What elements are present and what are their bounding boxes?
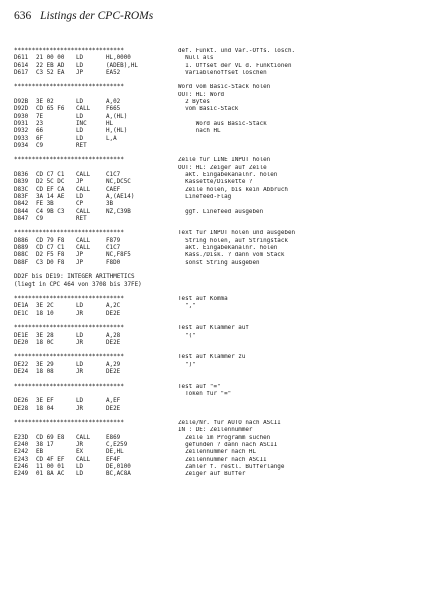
section-heading: Zeile für LINE INPUT holen (178, 157, 271, 164)
text-line: (liegt in CPC 464 von 3708 bis 37FE) (14, 281, 142, 288)
operand: A,(HL) (106, 113, 128, 120)
section-heading-line (14, 165, 417, 172)
code-line (14, 209, 417, 216)
mnemonic: INC (76, 120, 87, 127)
comment (178, 136, 417, 143)
operand: F665 (106, 106, 121, 113)
hex-bytes: 18 08 (36, 369, 54, 376)
address: DE28 (14, 405, 29, 412)
separator-spacer (14, 165, 178, 172)
hex-bytes: 3E 02 (36, 99, 54, 106)
separator-stars: ******************************* (14, 157, 124, 164)
comment: nach HL (178, 128, 221, 135)
listing-block (14, 296, 417, 318)
address: E23D (14, 434, 29, 441)
code-line (14, 303, 417, 310)
listing-block (14, 354, 417, 376)
mnemonic: RET (76, 142, 87, 149)
operand: 3B (106, 201, 114, 208)
hex-bytes: 18 0C (36, 339, 54, 346)
comment: gefunden ? dann nach ASCII (178, 442, 278, 449)
address: E246 (14, 463, 29, 470)
comment: sonst String ausgeben (178, 259, 260, 266)
operand: L,A (106, 135, 117, 142)
code-line (14, 63, 417, 70)
comment: Zähler f. restl. Bufferlänge (178, 463, 285, 470)
hex-bytes: 22 EB AD (36, 62, 65, 69)
separator-stars: ******************************* (14, 84, 124, 91)
separator-spacer (14, 92, 178, 99)
address: D83C (14, 186, 29, 193)
comment: Kass./Disk. ? dann vom Stack (178, 252, 285, 259)
section-heading: Token für "=" (178, 390, 232, 397)
operand: E869 (106, 434, 121, 441)
section-heading-line (14, 427, 417, 434)
section-heading: Text für INPUT holen und ausgeben (178, 230, 296, 237)
text-line: DD2F bis DE19: INTEGER ARITHMETICS (14, 274, 135, 281)
section-heading-line (14, 48, 417, 55)
mnemonic: CP (76, 201, 84, 208)
code-line (14, 245, 417, 252)
address: DE26 (14, 398, 29, 405)
mnemonic: LD (76, 135, 84, 142)
mnemonic: CALL (76, 172, 91, 179)
operand: NZ,C39B (106, 208, 131, 215)
code-line (14, 55, 417, 62)
code-line (14, 435, 417, 442)
comment (178, 114, 417, 121)
operand: F8D0 (106, 259, 121, 266)
mnemonic: LD (76, 99, 84, 106)
address: DE1C (14, 310, 29, 317)
section-heading: IN : DE: Zeilennummer (178, 427, 253, 434)
address: D930 (14, 113, 29, 120)
separator-stars: ******************************* (14, 48, 124, 54)
mnemonic: JP (76, 69, 84, 76)
operand: DE2E (106, 369, 121, 376)
listing-block (14, 420, 417, 478)
comment: Zeile holen, bis kein Abbruch (178, 186, 288, 193)
hex-bytes: C9 (36, 215, 44, 222)
address: D839 (14, 179, 29, 186)
listing-block (14, 384, 417, 413)
page-number: 636 (14, 10, 32, 22)
operand: DE2E (106, 310, 121, 317)
hex-bytes: 3A 14 AE (36, 193, 65, 200)
hex-bytes: 3E EF (36, 398, 54, 405)
comment: Zeile im Programm suchen (178, 434, 271, 441)
hex-bytes: CD 79 F8 (36, 237, 65, 244)
code-line (14, 464, 417, 471)
mnemonic: JR (76, 442, 84, 449)
address: D88F (14, 259, 29, 266)
comment (178, 369, 417, 376)
listing-block (14, 325, 417, 347)
hex-bytes: 21 00 00 (36, 55, 65, 62)
code-line (14, 311, 417, 318)
section-heading-line (14, 230, 417, 237)
comment: akt. Eingabekanalnr. holen (178, 172, 278, 179)
mnemonic: LD (76, 471, 84, 478)
hex-bytes: CD 65 F6 (36, 106, 65, 113)
section-heading: Test auf "=" (178, 383, 221, 390)
comment: "(" (178, 332, 196, 339)
comment (178, 340, 417, 347)
section-heading-line (14, 325, 417, 332)
mnemonic: JP (76, 252, 84, 259)
address: D92D (14, 106, 29, 113)
operand: A,EF (106, 398, 121, 405)
address: D614 (14, 62, 29, 69)
address: D933 (14, 135, 29, 142)
code-line (14, 187, 417, 194)
separator-stars: ******************************* (14, 354, 124, 361)
page-title: Listings der CPC-ROMs (40, 10, 154, 22)
address: D844 (14, 208, 29, 215)
code-line (14, 143, 417, 150)
comment: "," (178, 303, 196, 310)
separator-spacer (14, 427, 178, 434)
hex-bytes: 18 10 (36, 310, 54, 317)
operand: A,2C (106, 303, 121, 310)
section-heading: Test auf Komma (178, 296, 228, 303)
code-line (14, 398, 417, 405)
code-line (14, 216, 417, 223)
mnemonic: CALL (76, 186, 91, 193)
section-heading: Word vom Basic-Stack holen (178, 84, 271, 91)
operand: DE2E (106, 339, 121, 346)
mnemonic: JR (76, 310, 84, 317)
hex-bytes: 38 17 (36, 442, 54, 449)
operand: A,02 (106, 99, 121, 106)
code-line (14, 99, 417, 106)
address: E240 (14, 442, 29, 449)
mnemonic: LD (76, 303, 84, 310)
code-line (14, 369, 417, 376)
hex-bytes: 18 04 (36, 405, 54, 412)
code-line (14, 442, 417, 449)
comment: akt. Eingabekanalnr. holen (178, 245, 278, 252)
hex-bytes: D2 5C DC (36, 179, 65, 186)
comment: Variablenoffset löschen (178, 69, 267, 76)
mnemonic: EX (76, 449, 84, 456)
comment: ")" (178, 361, 196, 368)
address: D889 (14, 245, 29, 252)
address: DE22 (14, 361, 29, 368)
mnemonic: LD (76, 398, 84, 405)
address: D83F (14, 193, 29, 200)
code-line (14, 179, 417, 186)
operand: DE2E (106, 405, 121, 412)
mnemonic: CALL (76, 237, 91, 244)
hex-bytes: 7E (36, 113, 44, 120)
operand: NC,F8F5 (106, 252, 131, 259)
operand (106, 216, 178, 223)
section-heading-line (14, 157, 417, 164)
address: DE1E (14, 332, 29, 339)
operand: A,28 (106, 332, 121, 339)
address: D92B (14, 99, 29, 106)
section-heading-line (14, 92, 417, 99)
code-line (14, 471, 417, 478)
operand: DE,0100 (106, 463, 131, 470)
comment (178, 406, 417, 413)
code-line (14, 136, 417, 143)
address: D617 (14, 69, 29, 76)
comment (178, 311, 417, 318)
operand: C1C7 (106, 245, 121, 252)
separator-stars: ******************************* (14, 325, 124, 332)
address: D931 (14, 120, 29, 127)
operand: NC,DC5C (106, 179, 131, 186)
separator-stars: ******************************* (14, 420, 124, 427)
separator-stars: ******************************* (14, 296, 124, 303)
mnemonic: LD (76, 128, 84, 135)
mnemonic: LD (76, 55, 84, 62)
hex-bytes: CD EF CA (36, 186, 65, 193)
address: D886 (14, 237, 29, 244)
code-line (14, 106, 417, 113)
comment: Kassette/Diskette ? (178, 179, 253, 186)
operand: CAEF (106, 186, 121, 193)
address: D934 (14, 142, 29, 149)
address: DE1A (14, 303, 29, 310)
listing-block (14, 230, 417, 266)
hex-bytes: CD 4F EF (36, 456, 65, 463)
mnemonic: LD (76, 332, 84, 339)
mnemonic: LD (76, 463, 84, 470)
code-line (14, 128, 417, 135)
mnemonic: RET (76, 215, 87, 222)
listing-block (14, 48, 417, 77)
operand: C1C7 (106, 172, 121, 179)
section-heading-line (14, 354, 417, 361)
address: D611 (14, 55, 29, 62)
section-heading-line (14, 296, 417, 303)
mnemonic: LD (76, 193, 84, 200)
address: D88C (14, 252, 29, 259)
operand: HL (106, 120, 114, 127)
section-heading: Test auf Klammer auf (178, 325, 249, 332)
hex-bytes: 3E 2C (36, 303, 54, 310)
comment: ggf. Linefeed ausgeben (178, 208, 264, 215)
hex-bytes: C4 9B C3 (36, 208, 65, 215)
mnemonic: JR (76, 369, 84, 376)
page-header (14, 10, 153, 22)
comment: 1. Offset der VL d. Funktionen (178, 62, 292, 69)
hex-bytes: 11 00 01 (36, 463, 65, 470)
separator-spacer (14, 391, 178, 398)
code-line (14, 340, 417, 347)
operand: C,E259 (106, 442, 128, 449)
mnemonic: CALL (76, 456, 91, 463)
comment: Word aus Basic-Stack (178, 120, 267, 127)
section-heading-line (14, 84, 417, 91)
operand: (ADEB),HL (106, 62, 138, 69)
section-heading: Test auf Klammer zu (178, 354, 246, 361)
operand: F879 (106, 237, 121, 244)
comment: Linefeed-Flag (178, 193, 232, 200)
address: E242 (14, 449, 29, 456)
address: D842 (14, 201, 29, 208)
operand (106, 143, 178, 150)
operand: A,(AE14) (106, 193, 135, 200)
hex-bytes: 3E 28 (36, 332, 54, 339)
text-block (14, 274, 417, 289)
assembly-listing (14, 48, 417, 486)
operand: BC,AC8A (106, 471, 131, 478)
section-heading: OUT: HL: Zeiger auf Zeile (178, 164, 267, 171)
mnemonic: CALL (76, 106, 91, 113)
code-line (14, 362, 417, 369)
comment: 2 Bytes (178, 99, 210, 106)
operand: EA52 (106, 69, 121, 76)
hex-bytes: CD 69 E8 (36, 434, 65, 441)
comment: Zeilennummer nach ASCII (178, 456, 267, 463)
listing-block (14, 84, 417, 150)
code-line (14, 238, 417, 245)
address: D836 (14, 172, 29, 179)
comment: vom Basic-Stack (178, 106, 239, 113)
section-heading-line (14, 384, 417, 391)
mnemonic: CALL (76, 245, 91, 252)
mnemonic: JR (76, 405, 84, 412)
listing-block (14, 157, 417, 223)
hex-bytes: C9 (36, 142, 44, 149)
hex-bytes: 3E 29 (36, 361, 54, 368)
code-line (14, 194, 417, 201)
comment: Zeiger auf Buffer (178, 471, 246, 478)
address: DE24 (14, 369, 29, 376)
code-line (14, 449, 417, 456)
hex-bytes: 01 8A AC (36, 471, 65, 478)
section-heading: Zeile/Nr. für AUTO nach ASCII (178, 420, 281, 427)
section-heading-line (14, 391, 417, 398)
code-line (14, 121, 417, 128)
hex-bytes: CD C7 C1 (36, 172, 65, 179)
hex-bytes: 23 (36, 120, 44, 127)
comment: Null als (178, 55, 214, 62)
comment (178, 201, 417, 208)
operand: EF4F (106, 456, 121, 463)
comment: String holen, auf Stringstack (178, 237, 288, 244)
address: D932 (14, 128, 29, 135)
mnemonic: CALL (76, 434, 91, 441)
separator-stars: ******************************* (14, 230, 124, 237)
mnemonic: LD (76, 113, 84, 120)
hex-bytes: 66 (36, 128, 44, 135)
operand: DE,HL (106, 449, 124, 456)
hex-bytes: 6F (36, 135, 44, 142)
code-line (14, 172, 417, 179)
code-line (14, 406, 417, 413)
mnemonic: LD (76, 361, 84, 368)
comment (178, 216, 417, 223)
section-heading-line (14, 420, 417, 427)
code-line (14, 252, 417, 259)
code-line (14, 201, 417, 208)
mnemonic: JP (76, 179, 84, 186)
code-line (14, 70, 417, 77)
operand: A,29 (106, 361, 121, 368)
mnemonic: JP (76, 259, 84, 266)
mnemonic: JR (76, 339, 84, 346)
hex-bytes: EB (36, 449, 44, 456)
hex-bytes: CD C7 C1 (36, 245, 65, 252)
hex-bytes: FE 3B (36, 201, 54, 208)
mnemonic: LD (76, 62, 84, 69)
mnemonic: CALL (76, 208, 91, 215)
address: E243 (14, 456, 29, 463)
hex-bytes: C3 52 EA (36, 69, 65, 76)
hex-bytes: C3 D0 F8 (36, 259, 65, 266)
code-line (14, 457, 417, 464)
section-heading: def. Funkt. und Var.-Offs. lösch. (178, 48, 296, 54)
comment (178, 143, 417, 150)
separator-stars: ******************************* (14, 383, 124, 390)
comment (178, 398, 417, 405)
address: E249 (14, 471, 29, 478)
operand: H,(HL) (106, 128, 128, 135)
address: DE20 (14, 339, 29, 346)
hex-bytes: D2 F5 F8 (36, 252, 65, 259)
operand: HL,0000 (106, 55, 131, 62)
comment: Zeilennummer nach HL (178, 449, 257, 456)
address: D847 (14, 215, 29, 222)
code-line (14, 260, 417, 267)
code-line (14, 114, 417, 121)
code-line (14, 333, 417, 340)
section-heading: OUT: HL: Word (178, 91, 225, 98)
